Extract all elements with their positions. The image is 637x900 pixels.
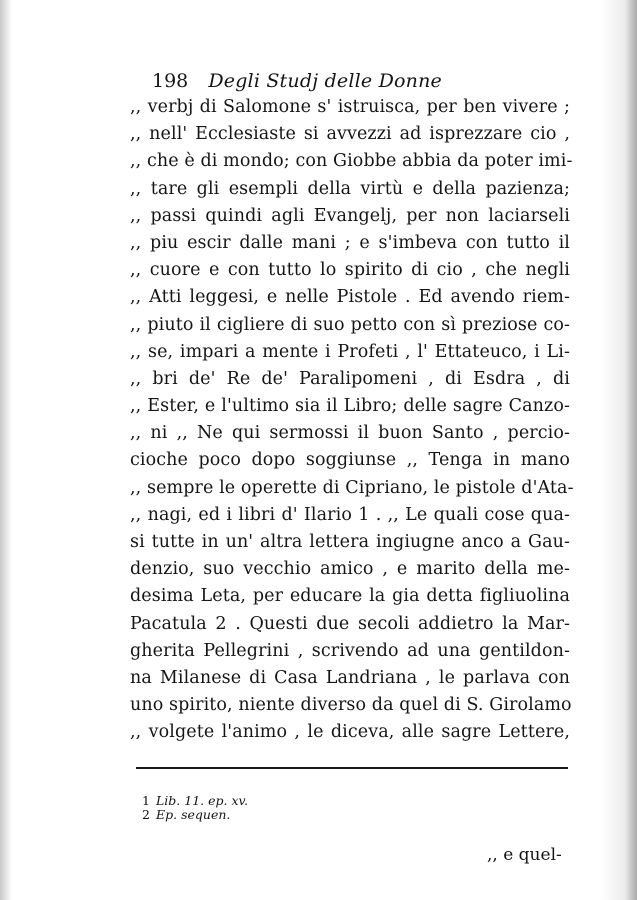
- text-line: ,, verbj di Salomone s' istruisca, per ben vivere ;: [130, 97, 570, 117]
- left-page-edge: [0, 0, 12, 900]
- text-line: ,, se, impari a mente i Profeti , l' Ettateuco, i Li-: [130, 341, 570, 362]
- text-line: ,, tare gli esempli della virtù e della pazienza;: [130, 178, 570, 199]
- footnote-text: Lib. 11. ep. xv.: [156, 793, 249, 808]
- text-line: si tutte in un' altra lettera ingiugne anco a Gau-: [130, 532, 570, 552]
- footnotes: [142, 794, 248, 822]
- text-line: ,, passi quindi agli Evangelj, per non laciarseli: [130, 205, 570, 226]
- running-head: [152, 70, 442, 92]
- footnote: [142, 808, 248, 822]
- text-line: na Milanese di Casa Landriana , le parlava con: [130, 667, 570, 688]
- text-line: ,, che è di mondo; con Giobbe abbia da poter imi-: [130, 151, 573, 172]
- text-line: uno spirito, niente diverso da quel di S. Girolamo: [130, 695, 572, 716]
- text-line: ,, bri de' Re de' Paralipomeni , di Esdra , di: [130, 368, 570, 389]
- text-line: desima Leta, per educare la gia detta figliuolina: [130, 586, 570, 607]
- text-line: ,, nell' Ecclesiaste si avvezzi ad isprezzare cio ,: [130, 124, 570, 145]
- text-line: Pacatula 2 . Questi due secoli addietro la Mar-: [130, 613, 570, 634]
- text-line: ,, Ester, e l'ultimo sia il Libro; delle sagre Canzo-: [130, 396, 570, 417]
- footnote-rule: [136, 767, 568, 769]
- text-line: ,, volgete l'animo , le diceva, alle sagre Lettere,: [130, 722, 570, 743]
- text-line: ,, piu escir dalle mani ; e s'imbeva con tutto il: [130, 232, 570, 253]
- body-text: [130, 94, 574, 747]
- text-line: cioche poco dopo soggiunse ,, Tenga in mano: [130, 450, 570, 471]
- text-line: ,, nagi, ed i libri d' Ilario 1 . ,, Le quali cose qua-: [130, 504, 570, 525]
- text-line: denzio, suo vecchio amico , e marito della me-: [130, 559, 570, 580]
- running-title: Degli Studj delle Donne: [208, 70, 442, 92]
- text-line: ,, piuto il cigliere di suo petto con sì preziose co-: [130, 314, 570, 335]
- footnote-mark: 1: [142, 793, 150, 808]
- text-line: ,, Atti leggesi, e nelle Pistole . Ed avendo riem-: [130, 287, 570, 308]
- text-line: ,, cuore e con tutto lo spirito di cio , che negli: [130, 260, 570, 281]
- page-number: 198: [152, 70, 189, 92]
- footnote-mark: 2: [142, 807, 150, 822]
- text-line: ,, ni ,, Ne qui sermossi il buon Santo , percio-: [130, 423, 570, 444]
- catchword: ,, e quel-: [487, 845, 562, 865]
- text-line: ,, sempre le operette di Cipriano, le pistole d'Ata-: [130, 477, 574, 498]
- text-line: gherita Pellegrini , scrivendo ad una gentildon-: [130, 640, 570, 661]
- right-page-edge: [625, 0, 637, 900]
- footnote-text: Ep. sequen.: [156, 807, 231, 822]
- footnote: [142, 794, 248, 808]
